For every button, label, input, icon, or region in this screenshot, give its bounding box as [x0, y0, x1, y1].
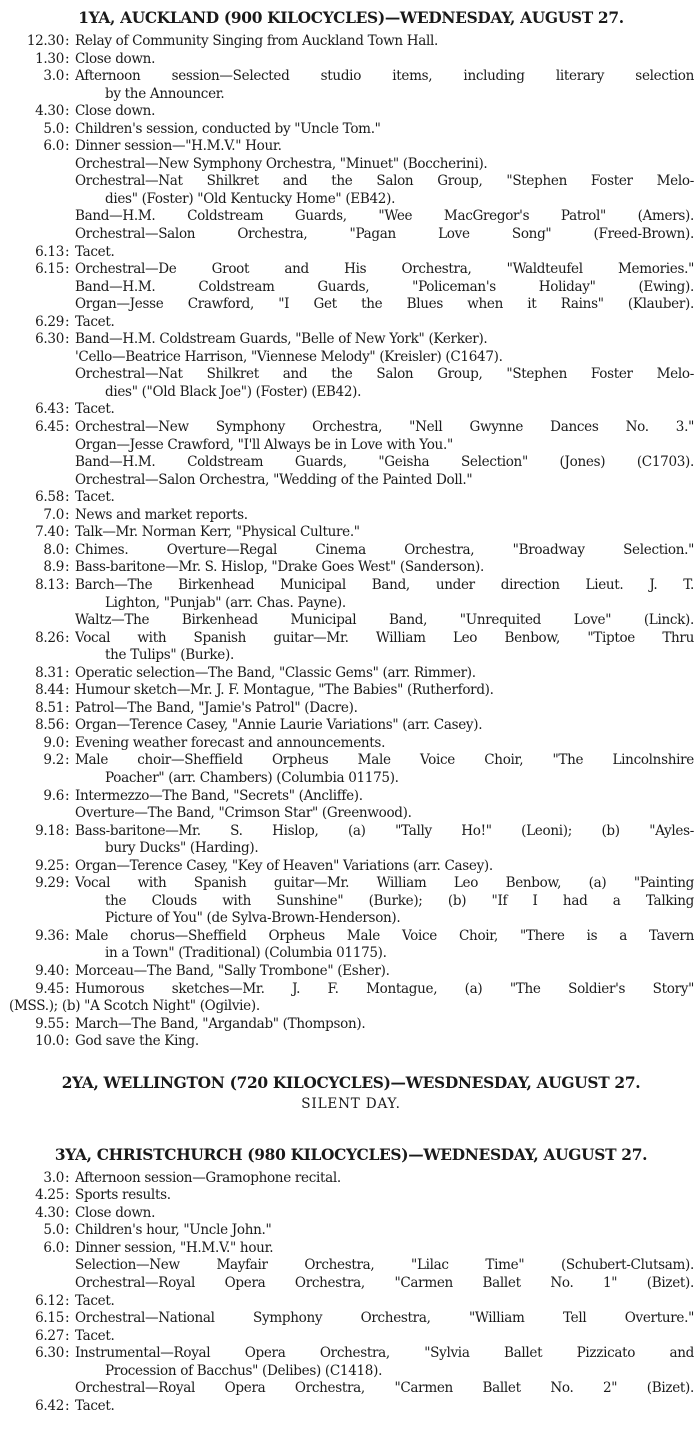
entry-line: Tacet. — [75, 313, 115, 330]
schedule-entry — [8, 1205, 694, 1223]
schedule-entry — [8, 823, 694, 858]
schedule-entry — [8, 788, 694, 823]
schedule-entry — [8, 682, 694, 700]
station-heading: 3YA, CHRISTCHURCH (980 KILOCYCLES)—WEDNESDAY, AUGUST 27. — [54, 1145, 648, 1164]
entry-colon: : — [65, 261, 70, 278]
entry-line: Orchestral—National Symphony Orchestra, "William Tell Overture." — [75, 1310, 694, 1327]
entry-description — [75, 401, 694, 419]
entry-line: Patrol—The Band, "Jamie's Patrol" (Dacre). — [75, 699, 358, 716]
schedule-entry — [8, 1328, 694, 1346]
entry-line: Barch—The Birkenhead Municipal Band, under direction Lieut. J. T. — [75, 576, 694, 593]
entry-time: 6.42 — [35, 1397, 64, 1414]
entry-colon: : — [65, 787, 70, 804]
entry-colon: : — [65, 401, 70, 418]
entry-time: 1.30 — [35, 50, 64, 67]
entry-line: Close down. — [75, 103, 156, 120]
entry-time: 9.29 — [35, 875, 64, 892]
entry-line: Orchestral—Nat Shilkret and the Salon Group, "Stephen Foster Melo- — [75, 173, 694, 190]
schedule-list — [8, 1170, 694, 1416]
entry-description — [75, 682, 694, 700]
entry-time: 6.15 — [35, 261, 64, 278]
station-section — [8, 1051, 694, 1125]
entry-time: 4.30 — [35, 103, 64, 120]
entry-description — [75, 51, 694, 69]
entry-colon: : — [65, 734, 70, 751]
entry-line: dies" ("Old Black Joe") (Foster) (EB42). — [105, 383, 362, 400]
entry-colon: : — [65, 33, 70, 49]
entry-time: 9.45 — [35, 980, 64, 997]
entry-line: Relay of Community Singing from Auckland Town Hall. — [75, 33, 439, 49]
entry-line: Overture—The Band, "Crimson Star" (Greenwood). — [75, 805, 412, 822]
schedule-entry — [8, 1398, 694, 1416]
section-gap — [8, 1125, 694, 1145]
entry-description — [75, 33, 694, 51]
entry-line: Orchestral—De Groot and His Orchestra, "Waldteufel Memories." — [75, 261, 694, 278]
entry-line: Organ—Terence Casey, "Key of Heaven" Variations (arr. Casey). — [75, 857, 493, 874]
entry-time: 3.0 — [43, 1169, 64, 1186]
entry-time: 4.30 — [35, 1204, 64, 1221]
entry-time: 6.15 — [35, 1310, 64, 1327]
entry-colon: : — [65, 629, 70, 646]
schedule-entry — [8, 1033, 694, 1051]
entry-description — [75, 1170, 694, 1188]
entry-line: Male choir—Sheffield Orpheus Male Voice Choir, "The Lincolnshire — [75, 752, 694, 769]
entry-description — [75, 788, 694, 823]
entry-line: Vocal with Spanish guitar—Mr. William Leo Benbow, (a) "Painting — [75, 875, 694, 892]
entry-colon: : — [65, 1397, 70, 1414]
schedule-entry — [8, 524, 694, 542]
entry-description — [75, 419, 694, 489]
entry-time: 9.40 — [35, 962, 64, 979]
entry-colon: : — [65, 313, 70, 330]
entry-time: 8.0 — [43, 541, 64, 558]
entry-line: Tacet. — [75, 401, 115, 418]
entry-description — [75, 1240, 694, 1293]
schedule-entry — [8, 1187, 694, 1205]
entry-line: Morceau—The Band, "Sally Trombone" (Esher). — [75, 962, 390, 979]
entry-description — [75, 489, 694, 507]
entry-colon: : — [65, 1239, 70, 1256]
entry-line: Humour sketch—Mr. J. F. Montague, "The Babies" (Rutherford). — [75, 682, 494, 699]
entry-line: Humorous sketches—Mr. J. F. Montague, (a) "The Soldier's Story" — [75, 980, 694, 997]
schedule-list — [8, 33, 694, 1051]
schedule-entry — [8, 559, 694, 577]
entry-colon: : — [65, 752, 70, 769]
entry-description — [75, 1310, 694, 1328]
entry-colon: : — [65, 1187, 70, 1204]
entry-colon: : — [65, 980, 70, 997]
entry-description — [75, 121, 694, 139]
schedule-entry — [8, 314, 694, 332]
schedule-entry — [8, 1222, 694, 1240]
entry-line: Talk—Mr. Norman Kerr, "Physical Culture." — [75, 524, 360, 541]
entry-description — [75, 630, 694, 665]
entry-line: Tacet. — [75, 1292, 115, 1309]
entry-description — [75, 735, 694, 753]
entry-colon: : — [65, 576, 70, 593]
entry-line: Orchestral—Salon Orchestra, "Wedding of the Painted Doll." — [75, 471, 473, 488]
schedule-entry — [8, 51, 694, 69]
entry-description — [75, 1222, 694, 1240]
schedule-entry — [8, 542, 694, 560]
entry-description — [75, 928, 694, 963]
entry-line: in a Town" (Traditional) (Columbia 01175). — [105, 945, 387, 962]
entry-description — [75, 68, 694, 103]
entry-colon: : — [65, 68, 70, 85]
entry-time: 7.40 — [35, 524, 64, 541]
entry-line: Organ—Jesse Crawford, "I'll Always be in Love with You." — [75, 436, 453, 453]
entry-line: Male chorus—Sheffield Orpheus Male Voice Choir, "There is a Tavern — [75, 927, 694, 944]
entry-time: 6.30 — [35, 1345, 64, 1362]
entry-line: Sports results. — [75, 1187, 171, 1204]
entry-line: Close down. — [75, 50, 156, 67]
entry-time: 6.0 — [43, 1239, 64, 1256]
entry-colon: : — [65, 1345, 70, 1362]
entry-line: Children's session, conducted by "Uncle Tom." — [75, 120, 381, 137]
schedule-entry — [8, 928, 694, 963]
entry-line: Bass-baritone—Mr. S. Hislop, "Drake Goes West" (Sanderson). — [75, 559, 484, 576]
entry-time: 4.25 — [35, 1187, 64, 1204]
schedule-entry — [8, 261, 694, 314]
entry-line: Orchestral—Salon Orchestra, "Pagan Love Song" (Freed-Brown). — [75, 226, 694, 243]
entry-line: Tacet. — [75, 243, 115, 260]
entry-line: Orchestral—New Symphony Orchestra, "Nell Gwynne Dances No. 3." — [75, 419, 694, 436]
entry-line: Dinner session—"H.M.V." Hour. — [75, 138, 282, 155]
entry-description — [75, 1187, 694, 1205]
schedule-entry — [8, 735, 694, 753]
entry-line: Instrumental—Royal Opera Orchestra, "Sylvia Ballet Pizzicato and — [75, 1345, 694, 1362]
entry-description — [75, 331, 694, 401]
schedule-entry — [8, 577, 694, 630]
entry-colon: : — [65, 120, 70, 137]
entry-time: 6.30 — [35, 331, 64, 348]
entry-description — [75, 752, 694, 787]
entry-time: 3.0 — [43, 68, 64, 85]
entry-colon: : — [65, 50, 70, 67]
entry-description — [75, 823, 694, 858]
entry-line: Waltz—The Birkenhead Municipal Band, "Unrequited Love" (Linck). — [75, 612, 694, 629]
entry-colon: : — [65, 1327, 70, 1344]
schedule-entry — [8, 489, 694, 507]
entry-colon: : — [65, 541, 70, 558]
entry-time: 9.18 — [35, 822, 64, 839]
schedule-entry — [8, 752, 694, 787]
entry-time: 8.56 — [35, 717, 64, 734]
schedule-entry — [8, 1170, 694, 1188]
entry-line: Band—H.M. Coldstream Guards, "Belle of New York" (Kerker). — [75, 331, 488, 348]
entry-description — [75, 507, 694, 525]
schedule-entry — [8, 875, 694, 928]
entry-line: (MSS.); (b) "A Scotch Night" (Ogilvie). — [9, 998, 260, 1015]
entry-line: Tacet. — [75, 1397, 115, 1414]
entry-line: Vocal with Spanish guitar—Mr. William Leo Benbow, "Tiptoe Thru — [75, 629, 694, 646]
schedule-entry — [8, 1293, 694, 1311]
entry-colon: : — [65, 103, 70, 120]
entry-line: Organ—Jesse Crawford, "I Get the Blues when it Rains" (Klauber). — [75, 296, 694, 313]
entry-time: 5.0 — [43, 1222, 64, 1239]
schedule-entry — [8, 68, 694, 103]
entry-colon: : — [65, 927, 70, 944]
entry-description — [75, 1033, 694, 1051]
entry-colon: : — [65, 875, 70, 892]
entry-time: 6.43 — [35, 401, 64, 418]
entry-time: 6.45 — [35, 419, 64, 436]
entry-line: Bass-baritone—Mr. S. Hislop, (a) "Tally Ho!" (Leoni); (b) "Ayles- — [75, 822, 694, 839]
entry-line: Organ—Terence Casey, "Annie Laurie Variations" (arr. Casey). — [75, 717, 483, 734]
entry-description — [75, 1205, 694, 1223]
entry-time: 8.31 — [35, 664, 64, 681]
entry-description — [75, 244, 694, 262]
entry-time: 8.44 — [35, 682, 64, 699]
section-spacer — [8, 1114, 694, 1125]
schedule-entry — [8, 1345, 694, 1398]
entry-line: Intermezzo—The Band, "Secrets" (Ancliffe). — [75, 787, 363, 804]
schedule-entry — [8, 33, 694, 51]
entry-line: Afternoon session—Selected studio items, including literary selection — [75, 68, 694, 85]
entry-line: the Tulips" (Burke). — [105, 647, 234, 664]
entry-line: Procession of Bacchus" (Delibes) (C1418). — [105, 1362, 383, 1379]
entry-description — [75, 1293, 694, 1311]
entry-time: 7.0 — [43, 506, 64, 523]
entry-time: 6.12 — [35, 1292, 64, 1309]
entry-colon: : — [65, 857, 70, 874]
entry-colon: : — [65, 419, 70, 436]
entry-line: Band—H.M. Coldstream Guards, "Policeman's Holiday" (Ewing). — [75, 278, 694, 295]
entry-line: Afternoon session—Gramophone recital. — [75, 1169, 341, 1186]
entry-line: Dinner session, "H.M.V." hour. — [75, 1239, 274, 1256]
entry-line: 'Cello—Beatrice Harrison, "Viennese Melody" (Kreisler) (C1647). — [75, 348, 503, 365]
entry-line: Operatic selection—The Band, "Classic Gems" (arr. Rimmer). — [75, 664, 476, 681]
entry-line: bury Ducks" (Harding). — [105, 840, 259, 857]
entry-colon: : — [65, 1204, 70, 1221]
schedule-entry — [8, 665, 694, 683]
entry-colon: : — [65, 559, 70, 576]
entry-time: 9.2 — [43, 752, 64, 769]
entry-description — [75, 858, 694, 876]
entry-description — [75, 1398, 694, 1416]
entry-line: March—The Band, "Argandab" (Thompson). — [75, 1015, 366, 1032]
section-gap — [8, 1051, 694, 1073]
entry-time: 8.13 — [35, 576, 64, 593]
entry-description — [75, 559, 694, 577]
entry-time: 8.9 — [43, 559, 64, 576]
station-subheading: SILENT DAY. — [301, 1095, 401, 1112]
entry-description — [75, 138, 694, 243]
entry-time: 5.0 — [43, 120, 64, 137]
entry-colon: : — [65, 243, 70, 260]
entry-line: Tacet. — [75, 1327, 115, 1344]
entry-description — [75, 1328, 694, 1346]
entry-colon: : — [65, 331, 70, 348]
schedule-entry — [8, 121, 694, 139]
schedule-entry — [8, 981, 694, 1016]
entry-time: 6.29 — [35, 313, 64, 330]
entry-line: Children's hour, "Uncle John." — [75, 1222, 272, 1239]
entry-line: Orchestral—Nat Shilkret and the Salon Group, "Stephen Foster Melo- — [75, 366, 694, 383]
entry-description — [75, 314, 694, 332]
entry-colon: : — [65, 1222, 70, 1239]
entry-description — [75, 542, 694, 560]
entry-colon: : — [65, 506, 70, 523]
schedule-entry — [8, 630, 694, 665]
entry-description — [75, 577, 694, 630]
schedule-entry — [8, 1240, 694, 1293]
schedule-entry — [8, 963, 694, 981]
station-section — [8, 1125, 694, 1416]
entry-line: Band—H.M. Coldstream Guards, "Wee MacGregor's Patrol" (Amers). — [75, 208, 694, 225]
entry-time: 6.13 — [35, 243, 64, 260]
schedule-entry — [8, 507, 694, 525]
schedule-entry — [8, 103, 694, 121]
entry-colon: : — [65, 699, 70, 716]
entry-line: Poacher" (arr. Chambers) (Columbia 01175). — [105, 769, 399, 786]
entry-colon: : — [65, 524, 70, 541]
entry-line: dies" (Foster) "Old Kentucky Home" (EB42). — [105, 190, 396, 207]
entry-colon: : — [65, 1292, 70, 1309]
schedule-entry — [8, 717, 694, 735]
schedule-entry — [8, 858, 694, 876]
entry-description — [75, 963, 694, 981]
entry-description — [75, 1345, 694, 1398]
station-heading: 1YA, AUCKLAND (900 KILOCYCLES)—WEDNESDAY, AUGUST 27. — [78, 9, 624, 27]
entry-line: Orchestral—Royal Opera Orchestra, "Carmen Ballet No. 1" (Bizet). — [75, 1275, 694, 1291]
entry-line: Band—H.M. Coldstream Guards, "Geisha Selection" (Jones) (C1703). — [75, 454, 694, 471]
entry-line: Picture of You" (de Sylva-Brown-Henderson). — [105, 910, 401, 927]
entry-time: 9.25 — [35, 857, 64, 874]
entry-colon: : — [65, 664, 70, 681]
entry-line: Selection—New Mayfair Orchestra, "Lilac Time" (Schubert-Clutsam). — [75, 1257, 694, 1274]
entry-time: 6.27 — [35, 1327, 64, 1344]
entry-line: by the Announcer. — [105, 85, 225, 102]
entry-line: Lighton, "Punjab" (arr. Chas. Payne). — [105, 594, 346, 611]
entry-colon: : — [65, 1015, 70, 1032]
entry-time: 6.0 — [43, 138, 64, 155]
entry-description — [75, 717, 694, 735]
entry-line: Orchestral—Royal Opera Orchestra, "Carmen Ballet No. 2" (Bizet). — [75, 1380, 694, 1397]
entry-line: the Clouds with Sunshine" (Burke); (b) "If I had a Talking — [105, 892, 694, 909]
entry-colon: : — [65, 138, 70, 155]
schedule-entry — [8, 700, 694, 718]
station-section — [8, 8, 694, 1051]
schedule-entry — [8, 419, 694, 489]
entry-time: 10.0 — [35, 1033, 64, 1050]
station-heading: 2YA, WELLINGTON (720 KILOCYCLES)—WESDNESDAY, AUGUST 27. — [61, 1073, 641, 1092]
entry-line: News and market reports. — [75, 506, 248, 523]
entry-description — [75, 700, 694, 718]
entry-line: Tacet. — [75, 489, 115, 506]
entry-time: 12.30 — [26, 33, 64, 49]
entry-time: 8.26 — [35, 629, 64, 646]
entry-line: God save the King. — [75, 1033, 199, 1050]
schedule-entry — [8, 331, 694, 401]
schedule-entry — [8, 1310, 694, 1328]
entry-colon: : — [65, 682, 70, 699]
entry-colon: : — [65, 822, 70, 839]
entry-line: Chimes. Overture—Regal Cinema Orchestra, "Broadway Selection." — [75, 541, 694, 558]
entry-description — [75, 665, 694, 683]
entry-colon: : — [65, 1033, 70, 1050]
entry-time: 9.55 — [35, 1015, 64, 1032]
entry-time: 6.58 — [35, 489, 64, 506]
entry-time: 9.36 — [35, 927, 64, 944]
entry-description — [75, 261, 694, 314]
schedule-entry — [8, 138, 694, 243]
entry-colon: : — [65, 1169, 70, 1186]
entry-colon: : — [65, 489, 70, 506]
entry-colon: : — [65, 717, 70, 734]
schedule-entry — [8, 1016, 694, 1034]
schedule-entry — [8, 401, 694, 419]
entry-description — [75, 1016, 694, 1034]
entry-description — [75, 875, 694, 928]
entry-time: 8.51 — [35, 699, 64, 716]
entry-line: Orchestral—New Symphony Orchestra, "Minuet" (Boccherini). — [75, 155, 488, 172]
entry-description — [75, 524, 694, 542]
entry-colon: : — [65, 1310, 70, 1327]
entry-description — [75, 103, 694, 121]
entry-line: Evening weather forecast and announcements. — [75, 734, 386, 751]
entry-line: Close down. — [75, 1204, 156, 1221]
entry-time: 9.0 — [43, 734, 64, 751]
entry-colon: : — [65, 962, 70, 979]
schedule-entry — [8, 244, 694, 262]
entry-time: 9.6 — [43, 787, 64, 804]
